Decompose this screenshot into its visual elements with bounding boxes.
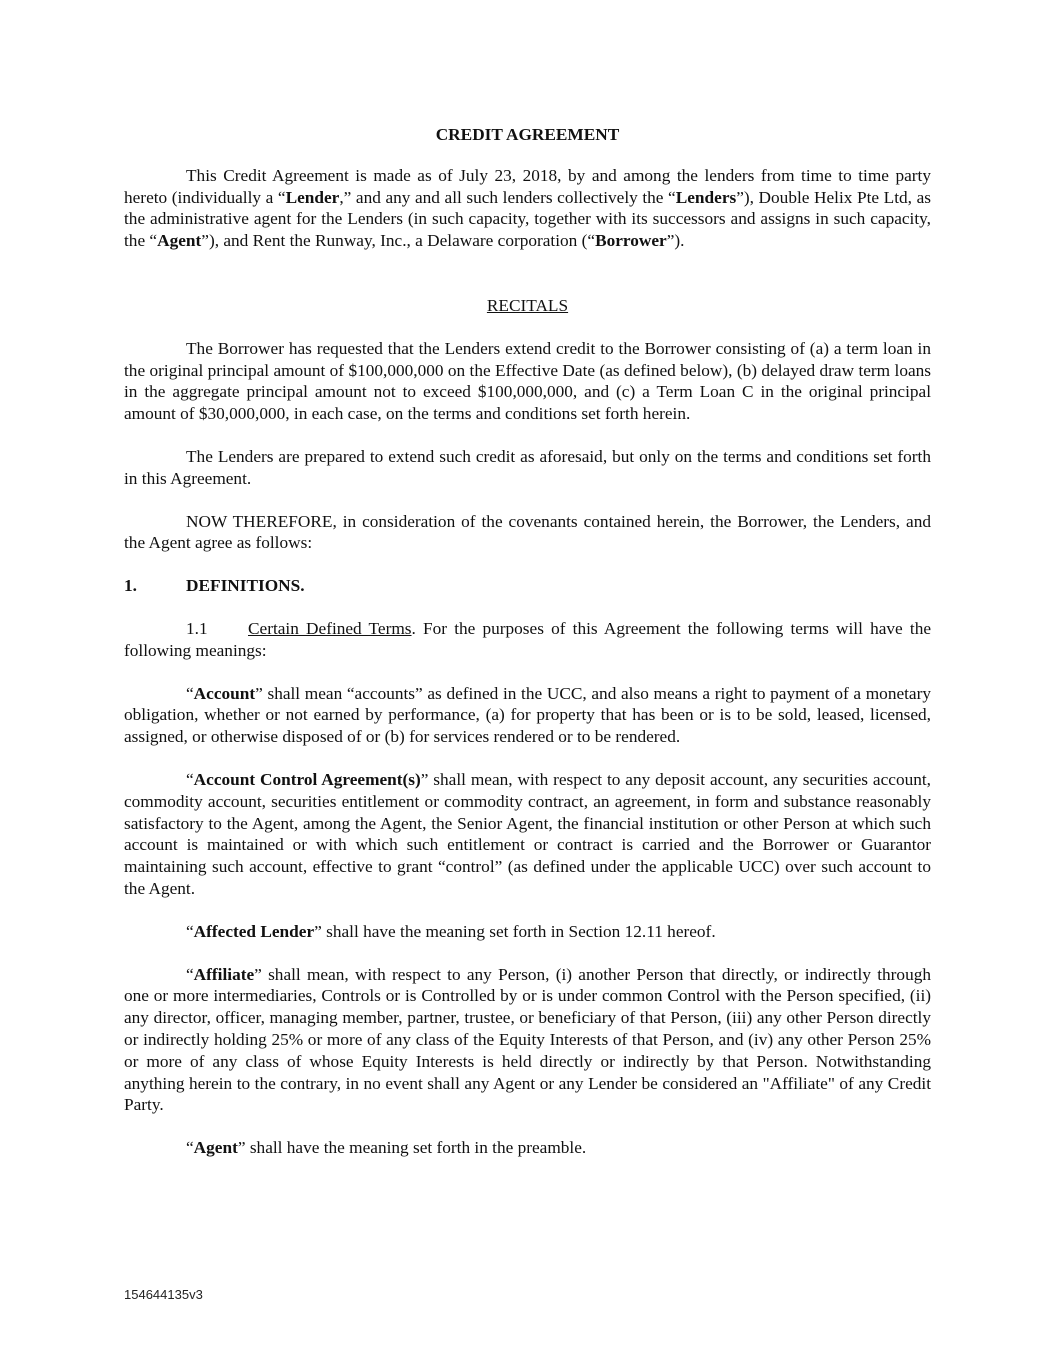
open-quote: “ [186,769,194,789]
definition-term: Affiliate [193,964,255,984]
intro-text-2: ,” and any and all such lenders collectively the “ [339,187,676,207]
open-quote: “ [186,683,194,703]
definition-term: Affected Lender [193,921,315,941]
definition-paragraph [124,683,931,748]
defined-term-agent: Agent [157,231,202,251]
definition-paragraph [124,964,931,1117]
document-page [124,124,931,1180]
intro-text-1: This Credit Agreement is made as of July 23, 2018, by and among the lenders from time to time party hereto (individually a “ [124,165,931,207]
intro-paragraph [124,165,931,252]
definition-text: ” shall mean, with respect to any deposit account, any securities account, commodity account, securities entitlement or commodity contract, an agreement, in form and substance reasonably satisfactory to the Agent, among the Agent, the Senior Agent, the financial institution or other Person at which such account is maintained or with which such entitlement or contract is carried and the Borrower or Guarantor maintaining such account, effective to grant “control” (as defined under the applicable UCC) over such account to the Agent. [124,769,931,898]
definition-paragraph [124,921,931,943]
open-quote: “ [186,921,194,941]
definition-term: Account [193,683,256,703]
section-number: 1. [124,576,137,596]
recital-paragraph: The Lenders are prepared to extend such credit as aforesaid, but only on the terms and conditions set forth in this Agreement. [124,446,931,488]
defined-term-lender: Lender [285,187,340,207]
definition-paragraph [124,769,931,900]
intro-text-4: ”), and Rent the Runway, Inc., a Delaware corporation (“ [201,231,596,251]
definition-text: ” shall have the meaning set forth in Section 12.11 hereof. [314,921,716,941]
definition-text: ” shall mean, with respect to any Person, (i) another Person that directly, or indirectly through one or more intermediaries, Controls or is Controlled by or is under common Control with the Person specified, (ii) any director, officer, managing member, partner, trustee, or beneficiary of that Person, (iii) any other Person directly or indirectly holding 25% or more of any class of the Equity Interests of that Person, and (iv) any other Person 25% or more of any class of whose Equity Interests is held directly or indirectly by that Person. Notwithstanding anything herein to the contrary, in no event shall any Agent or any Lender be considered an "Affiliate" of any Credit Party. [124,964,931,1115]
definition-text: ” shall have the meaning set forth in the preamble. [237,1138,587,1158]
definition-term: Agent [193,1138,238,1158]
open-quote: “ [186,1138,194,1158]
document-title: CREDIT AGREEMENT [435,125,620,144]
subsection-number: 1.1 [186,618,208,638]
definition-text: ” shall mean “accounts” as defined in the UCC, and also means a right to payment of a monetary obligation, whether or not earned by performance, (a) for property that has been or is to be sold, leased, licensed, assigned, or otherwise disposed of or (b) for services rendered or to be rendered. [124,683,931,747]
defined-term-borrower: Borrower [595,231,667,251]
definition-paragraph [124,1137,931,1159]
defined-term-lenders: Lenders [675,187,737,207]
definition-term: Account Control Agreement(s) [193,769,421,789]
open-quote: “ [186,964,194,984]
subsection-paragraph [124,618,931,662]
recital-paragraph: NOW THEREFORE, in consideration of the covenants contained herein, the Borrower, the Lenders, and the Agent agree as follows: [124,511,931,553]
intro-text-5: ”). [666,231,685,251]
intro-text-3: ”), Double Helix Pte Ltd, as the administrative agent for the Lenders (in such capacity, together with its successors and assigns in such capacity, the “ [124,187,931,251]
recitals-heading: RECITALS [486,295,569,315]
subsection-text: . For the purposes of this Agreement the following terms will have the following meanings: [124,618,931,660]
recital-paragraph: The Borrower has requested that the Lenders extend credit to the Borrower consisting of (a) a term loan in the original principal amount of $100,000,000 on the Effective Date (as defined below), (b) delayed draw term loans in the aggregate principal amount not to exceed $100,000,000, and (c) a Term Loan C in the original principal amount of $30,000,000, in each case, on the terms and conditions set forth herein. [124,338,931,424]
subsection-title: Certain Defined Terms [248,618,412,638]
document-footer-id: 154644135v3 [124,1287,203,1302]
section-heading [124,575,931,597]
section-title: DEFINITIONS. [186,576,305,596]
